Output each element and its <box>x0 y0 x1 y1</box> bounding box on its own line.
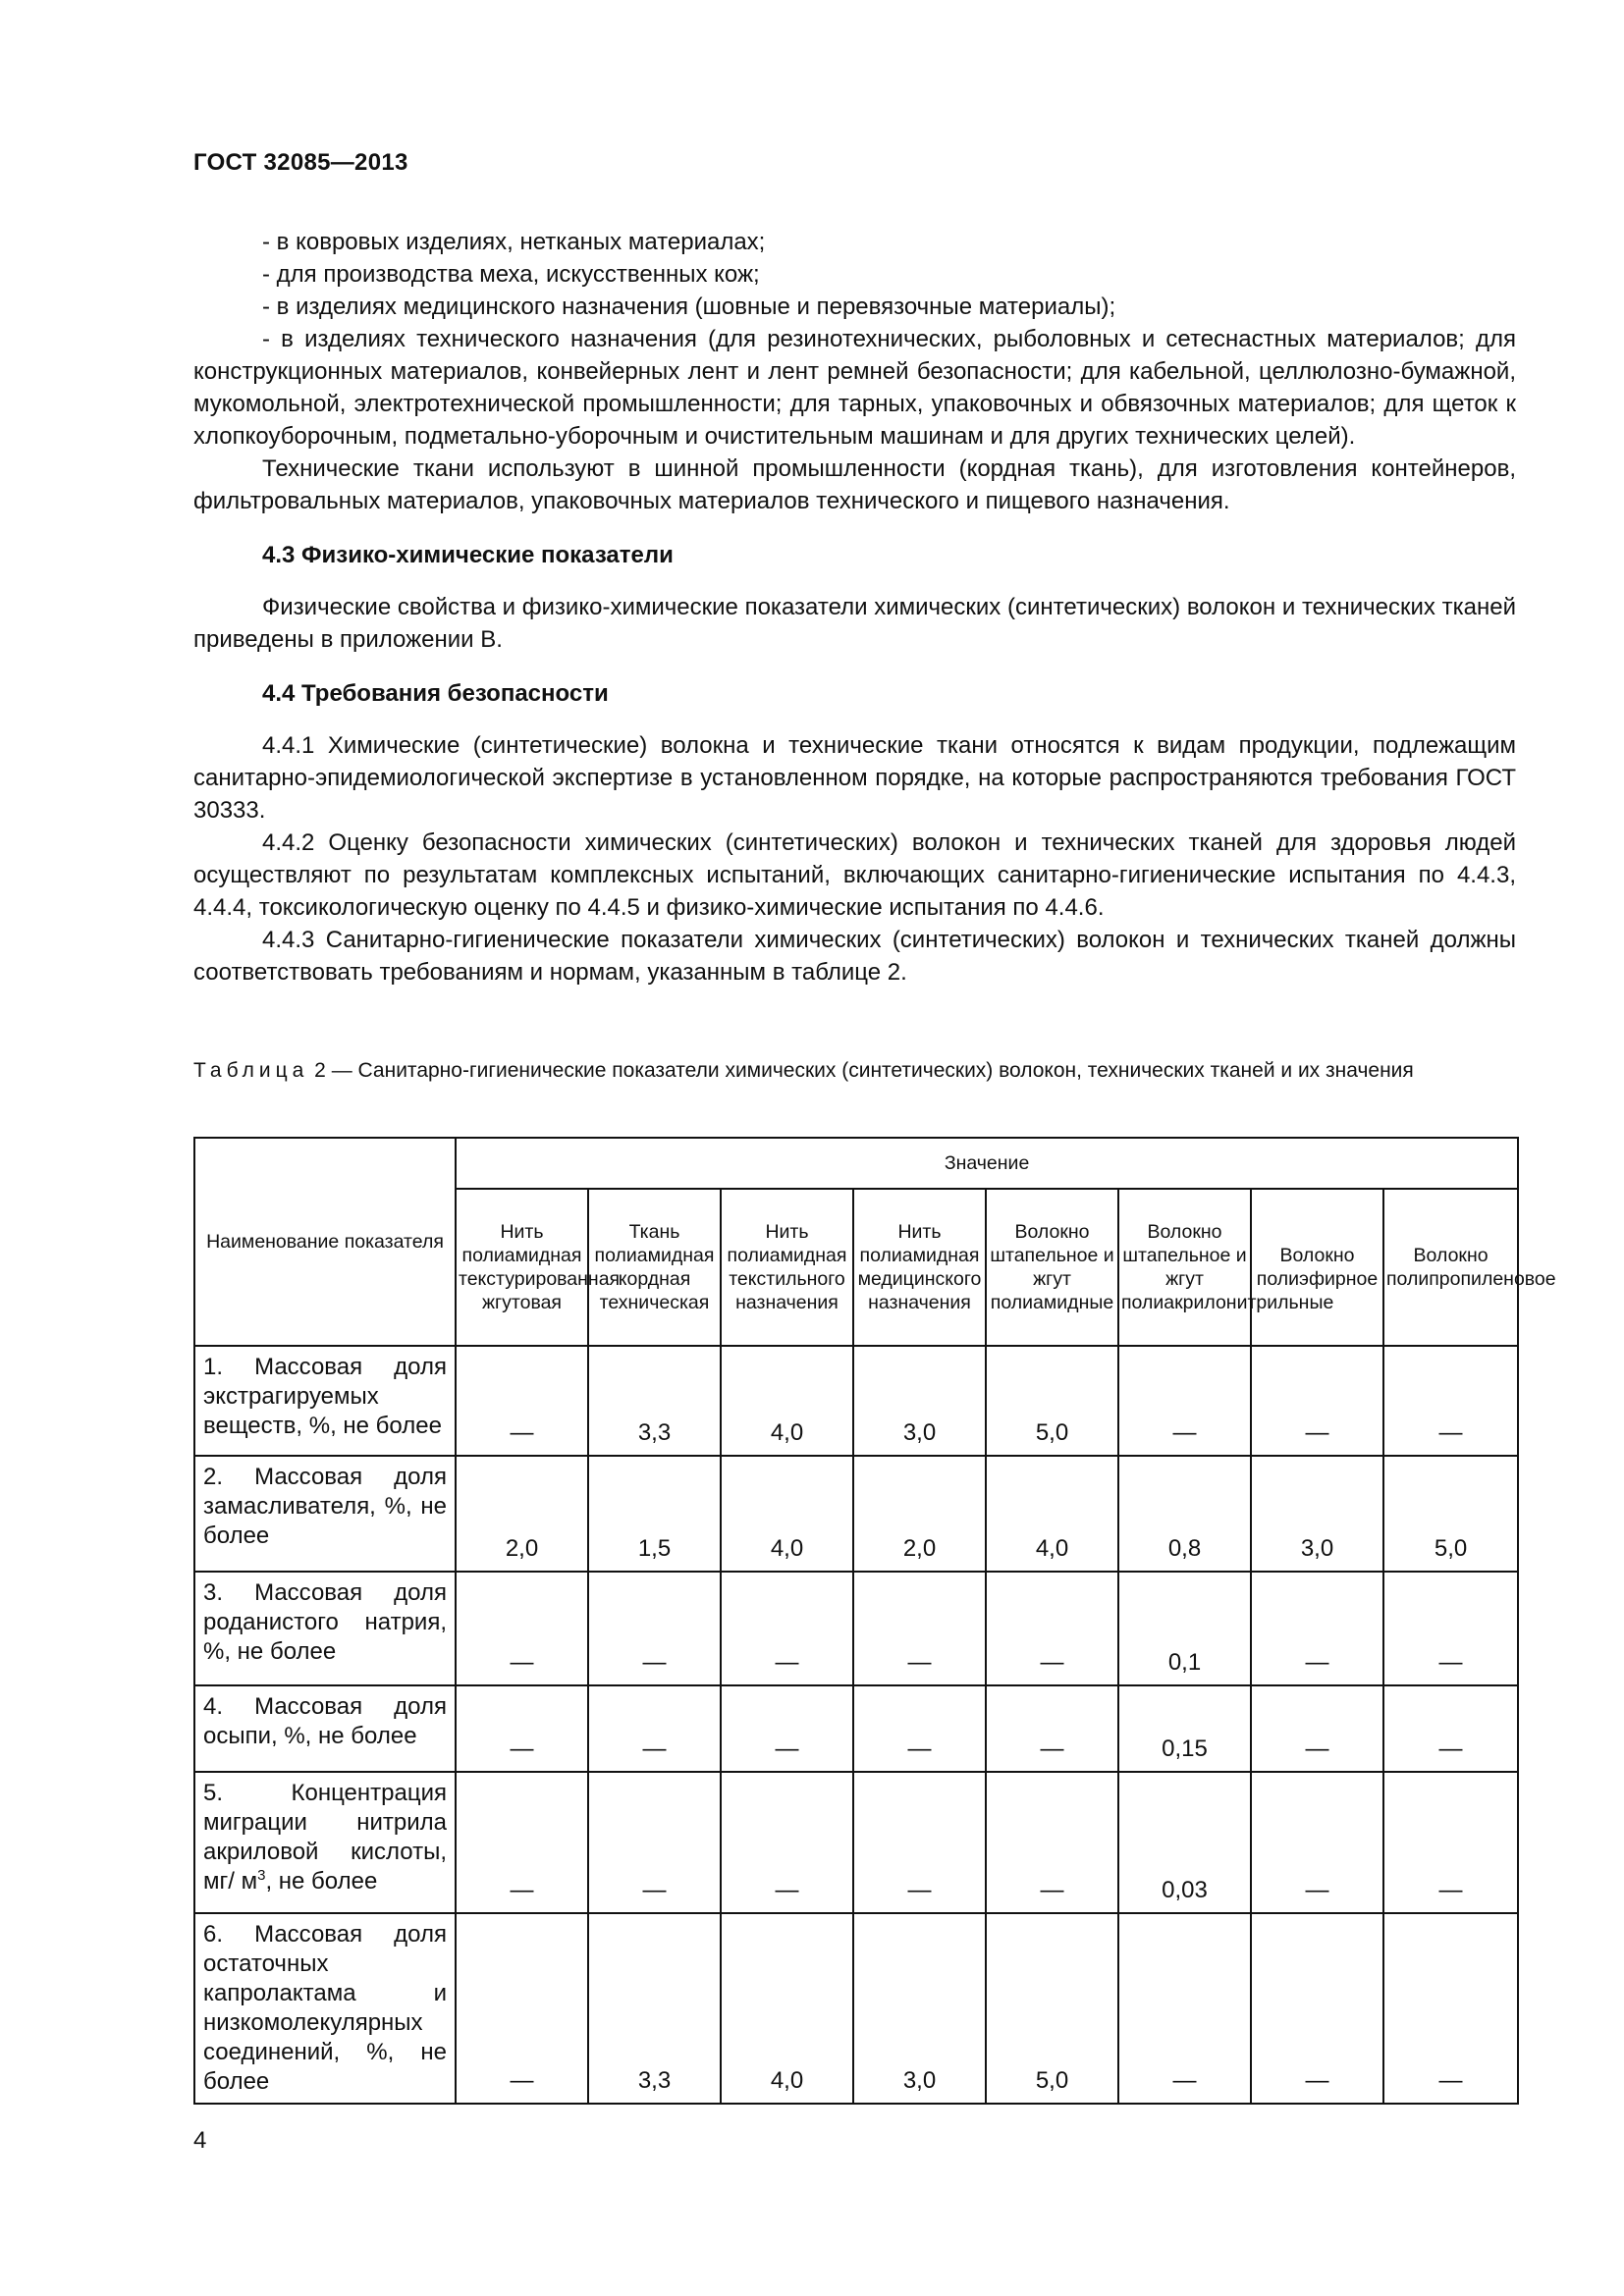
table-row <box>194 1913 1518 2104</box>
cell-value: 1,5 <box>588 1456 721 1572</box>
column-header: Ткань полиамидная кордная техническая <box>588 1189 721 1346</box>
cell-value: 3,3 <box>588 1346 721 1456</box>
column-header: Волокно полиэфирное <box>1251 1189 1383 1346</box>
column-header: Нить полиамидная медицинского назначения <box>853 1189 986 1346</box>
section-heading-4-3: 4.3 Физико-химические показатели <box>262 542 674 568</box>
section-heading-4-4: 4.4 Требования безопасности <box>262 680 609 707</box>
body-text <box>193 226 1516 988</box>
row-name: 2. Массовая доля замасливателя, %, не более <box>194 1456 456 1572</box>
cell-value: — <box>1251 1685 1383 1772</box>
cell-value: 5,0 <box>1383 1456 1518 1572</box>
cell-value: — <box>456 1346 588 1456</box>
cell-value: — <box>986 1772 1118 1913</box>
cell-value: — <box>1383 1913 1518 2104</box>
cell-value: — <box>1251 1572 1383 1685</box>
cell-value: 0,8 <box>1118 1456 1251 1572</box>
paragraph: Технические ткани используют в шинной промышленности (кордная ткань), для изготовления контейнеров, фильтровальных материалов, упаковочных материалов технического и пищевого назначения. <box>193 455 1516 514</box>
cell-value: — <box>456 1685 588 1772</box>
cell-value: — <box>986 1572 1118 1685</box>
cell-value: 3,0 <box>853 1913 986 2104</box>
column-header-indicator-name: Наименование показателя <box>194 1138 456 1346</box>
row-name: 4. Массовая доля осыпи, %, не более <box>194 1685 456 1772</box>
cell-value: 4,0 <box>721 1913 853 2104</box>
cell-value: — <box>456 1572 588 1685</box>
paragraph: 4.4.3 Санитарно-гигиенические показатели химических (синтетических) волокон и технических тканей должны соответствовать требованиям и нормам, указанным в таблице 2. <box>193 927 1516 986</box>
cell-value: — <box>721 1572 853 1685</box>
cell-value: — <box>588 1685 721 1772</box>
cell-value: — <box>1383 1346 1518 1456</box>
paragraph: - в изделиях медицинского назначения (шовные и перевязочные материалы); <box>262 294 1116 320</box>
cell-value: 4,0 <box>721 1456 853 1572</box>
cell-value: 2,0 <box>853 1456 986 1572</box>
table-caption-word: Таблица <box>193 1059 309 1082</box>
paragraph: - для производства меха, искусственных кож; <box>262 261 760 288</box>
column-group-header-value: Значение <box>456 1138 1518 1189</box>
row-name-superscript: 3 <box>257 1867 266 1884</box>
cell-value: — <box>853 1772 986 1913</box>
cell-value: — <box>456 1913 588 2104</box>
cell-value: — <box>1251 1913 1383 2104</box>
column-header: Нить полиамидная текстурированная жгутовая <box>456 1189 588 1346</box>
row-name: 3. Массовая доля роданистого натрия, %, не более <box>194 1572 456 1685</box>
paragraph: - в изделиях технического назначения (для резинотехнических, рыболовных и сетеснастных материалов; для конструкционных материалов, конвейерных лент и лент ремней безопасности; для кабельной, целлюлозно-бумажной, мукомольной, электротехнической промышленности; для тарных, упаковочных и обвязочных материалов; для щеток к хлопкоуборочным, подметально-уборочным и очистительным машинам и для других технических целей). <box>193 326 1516 450</box>
paragraph: Физические свойства и физико-химические показатели химических (синтетических) волокон и технических тканей приведены в приложении В. <box>193 594 1516 653</box>
cell-value: — <box>853 1685 986 1772</box>
cell-value: — <box>1118 1346 1251 1456</box>
table-caption-text: 2 — Санитарно-гигиенические показатели химических (синтетических) волокон, технических тканей и их значения <box>308 1059 1414 1082</box>
cell-value: 4,0 <box>721 1346 853 1456</box>
row-name: 1. Массовая доля экстрагируемых веществ, %, не более <box>194 1346 456 1456</box>
cell-value: 0,1 <box>1118 1572 1251 1685</box>
paragraph: - в ковровых изделиях, нетканых материалах; <box>262 229 766 255</box>
table-caption <box>193 1057 1516 1085</box>
cell-value: — <box>588 1772 721 1913</box>
table-row <box>194 1685 1518 1772</box>
cell-value: 2,0 <box>456 1456 588 1572</box>
cell-value: 5,0 <box>986 1346 1118 1456</box>
column-header: Волокно штапельное и жгут полиакрилонитрильные <box>1118 1189 1251 1346</box>
cell-value: 3,0 <box>1251 1456 1383 1572</box>
cell-value: — <box>853 1572 986 1685</box>
cell-value: — <box>1383 1772 1518 1913</box>
cell-value: 0,15 <box>1118 1685 1251 1772</box>
cell-value: 4,0 <box>986 1456 1118 1572</box>
cell-value: 3,3 <box>588 1913 721 2104</box>
cell-value: 3,0 <box>853 1346 986 1456</box>
column-header: Волокно полипропиленовое <box>1383 1189 1518 1346</box>
column-header: Волокно штапельное и жгут полиамидные <box>986 1189 1118 1346</box>
table-row <box>194 1346 1518 1456</box>
table-row <box>194 1456 1518 1572</box>
table-row <box>194 1572 1518 1685</box>
row-name-text: 5. Концентрация миграции нитрила акриловой кислоты, мг/ м <box>203 1780 447 1895</box>
cell-value: — <box>1251 1772 1383 1913</box>
cell-value: — <box>721 1685 853 1772</box>
paragraph: 4.4.2 Оценку безопасности химических (синтетических) волокон и технических тканей для здоровья людей осуществляют по результатам комплексных испытаний, включающих санитарно-гигиенические испытания по 4.4.3, 4.4.4, токсикологическую оценку по 4.4.5 и физико-химические испытания по 4.4.6. <box>193 829 1516 921</box>
cell-value: — <box>456 1772 588 1913</box>
cell-value: — <box>1251 1346 1383 1456</box>
page-number: 4 <box>193 2127 207 2154</box>
cell-value: — <box>588 1572 721 1685</box>
column-header: Нить полиамидная текстильного назначения <box>721 1189 853 1346</box>
cell-value: — <box>1118 1913 1251 2104</box>
cell-value: — <box>1383 1572 1518 1685</box>
row-name-tail: , не более <box>265 1868 378 1895</box>
document-header: ГОСТ 32085—2013 <box>193 149 408 176</box>
cell-value: 5,0 <box>986 1913 1118 2104</box>
row-name <box>194 1772 456 1913</box>
cell-value: — <box>721 1772 853 1913</box>
paragraph: 4.4.1 Химические (синтетические) волокна и технические ткани относятся к видам продукции, подлежащим санитарно-эпидемиологической экспертизе в установленном порядке, на которые распространяются требования ГОСТ 30333. <box>193 732 1516 824</box>
sanitary-indicators-table <box>193 1137 1556 2105</box>
cell-value: 0,03 <box>1118 1772 1251 1913</box>
row-name: 6. Массовая доля остаточных капролактама и низкомолекулярных соединений, %, не более <box>194 1913 456 2104</box>
cell-value: — <box>1383 1685 1518 1772</box>
cell-value: — <box>986 1685 1118 1772</box>
table-row <box>194 1772 1518 1913</box>
